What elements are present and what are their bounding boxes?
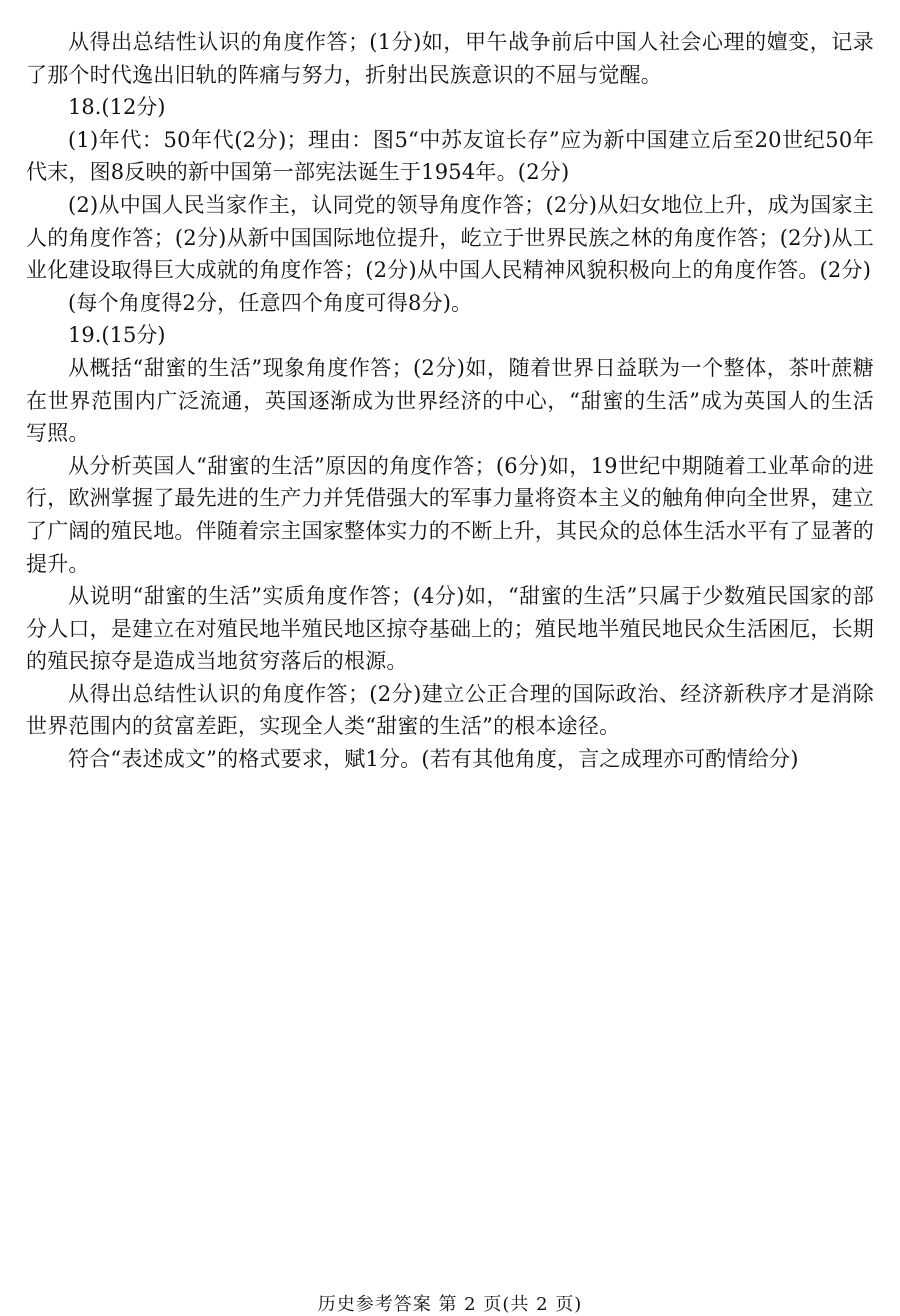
q18-part1-paragraph: (1)年代：50年代(2分)；理由：图5“中苏友谊长存”应为新中国建立后至20世纪50年代末，图8反映的新中国第一部宪法诞生于1954年。(2分) <box>26 127 874 185</box>
q19-essence-paragraph: 从说明“甜蜜的生活”实质角度作答；(4分)如，“甜蜜的生活”只属于少数殖民国家的部分人口，是建立在对殖民地半殖民地区掠夺基础上的；殖民地半殖民地民众生活困厄，长期的殖民掠夺是造成当地贫穷落后的根源。 <box>26 584 874 674</box>
q19-format-note: 符合“表述成文”的格式要求，赋1分。(若有其他角度，言之成理亦可酌情给分) <box>68 747 799 772</box>
q18-heading: 18.(12分) <box>68 95 166 120</box>
q18-scoring-note: (每个角度得2分，任意四个角度可得8分)。 <box>68 290 473 315</box>
page-footer: 历史参考答案 第 2 页(共 2 页) <box>317 1294 583 1315</box>
q18-part2-paragraph: (2)从中国人民当家作主，认同党的领导角度作答；(2分)从妇女地位上升，成为国家主人的角度作答；(2分)从新中国国际地位提升，屹立于世界民族之林的角度作答；(2分)从工业化建设取得巨大成就的角度作答；(2分)从中国人民精神风貌积极向上的角度作答。(2分) <box>26 192 874 283</box>
q19-cause-paragraph: 从分析英国人“甜蜜的生活”原因的角度作答；(6分)如，19世纪中期随着工业革命的进行，欧洲掌握了最先进的生产力并凭借强大的军事力量将资本主义的触角伸向全世界，建立了广阔的殖民地。伴随着宗主国家整体实力的不断上升，其民众的总体生活水平有了显著的提升。 <box>26 453 874 576</box>
q19-conclusion-paragraph: 从得出总结性认识的角度作答；(2分)建立公正合理的国际政治、经济新秩序才是消除世界范围内的贫富差距，实现全人类“甜蜜的生活”的根本途径。 <box>26 681 874 739</box>
q19-heading: 19.(15分) <box>68 323 166 348</box>
answer-document <box>26 26 874 776</box>
q17-conclusion-paragraph: 从得出总结性认识的角度作答；(1分)如，甲午战争前后中国人社会心理的嬗变，记录了那个时代逸出旧轨的阵痛与努力，折射出民族意识的不屈与觉醒。 <box>26 30 874 87</box>
q19-phenomenon-paragraph: 从概括“甜蜜的生活”现象角度作答；(2分)如，随着世界日益联为一个整体，茶叶蔗糖在世界范围内广泛流通，英国逐渐成为世界经济的中心，“甜蜜的生活”成为英国人的生活写照。 <box>26 355 874 446</box>
